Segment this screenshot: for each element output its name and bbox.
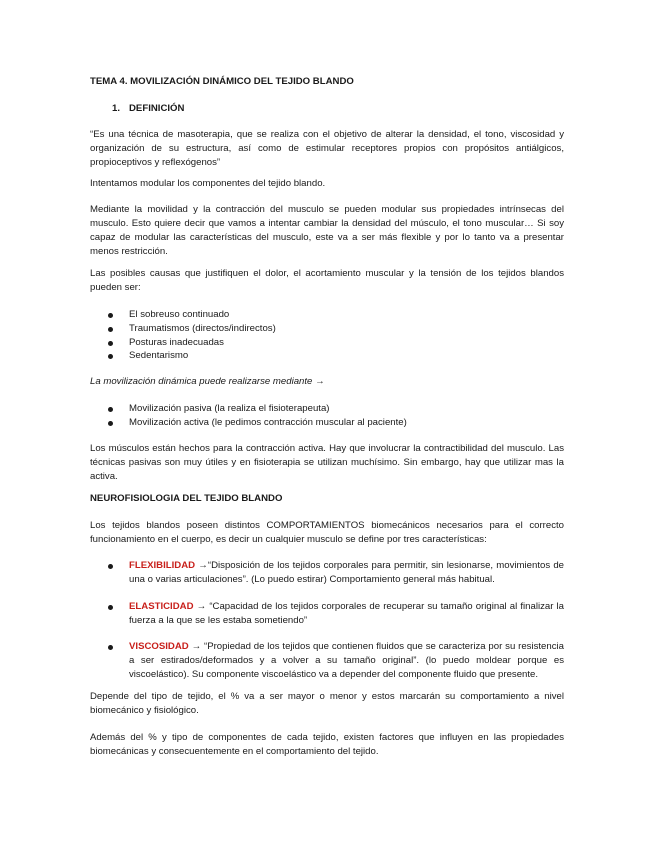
document-title: TEMA 4. MOVILIZACIÓN DINÁMICO DEL TEJIDO BLANDO <box>90 76 354 87</box>
arrow-right-icon: → <box>191 641 202 652</box>
bullet-icon <box>108 564 113 569</box>
term-elasticidad: ELASTICIDAD <box>129 601 194 612</box>
list-item: Posturas inadecuadas <box>129 336 564 350</box>
movilizacion-intro: La movilización dinámica puede realizarse mediante → <box>90 376 325 387</box>
bullet-icon <box>108 605 113 610</box>
paragraph-tissues: Los tejidos blandos poseen distintos COMPORTAMIENTOS biomecánicos necesarios para el correcto funcionamiento en el cuerpo, es decir un cualquier musculo se define por tres características: <box>90 520 564 545</box>
list-item: Sedentarismo <box>129 349 564 363</box>
paragraph-causes: Las posibles causas que justifiquen el dolor, el acortamiento muscular y la tensión de los tejidos blandos pueden ser: <box>90 268 564 293</box>
list-item-viscosidad: VISCOSIDAD → “Propiedad de los tejidos que contienen fluidos que se caracteriza por su resistencia a ser estirados/deformados y a volver a su tamaño original”. (lo puedo moldear porque es viscoelástico). Su componente viscoelástico va a depender del componente fluido que presente. <box>129 640 564 682</box>
section-label: DEFINICIÓN <box>129 103 185 114</box>
term-flexibilidad: FLEXIBILIDAD <box>129 560 196 571</box>
definition-quote: “Es una técnica de masoterapia, que se realiza con el objetivo de alterar la densidad, el tono, viscosidad y organización de su estructura, así como de estimular receptores propios con propósitos antiálgicos, propioceptivos y reflexógenos” <box>90 129 564 168</box>
section-heading-neurofisiologia: NEUROFISIOLOGIA DEL TEJIDO BLANDO <box>90 493 283 504</box>
list-item-flexibilidad: FLEXIBILIDAD →“Disposición de los tejidos corporales para permitir, sin lesionarse, movimientos de una o varias articulaciones”. (Lo puedo estirar) Comportamiento general más habitual. <box>129 559 564 587</box>
list-item-elasticidad: ELASTICIDAD → “Capacidad de los tejidos corporales de recuperar su tamaño original al finalizar la fuerza a la que se les estaba sometiendo” <box>129 600 564 628</box>
section-number: 1. <box>112 103 121 114</box>
paragraph-factors: Además del % y tipo de componentes de cada tejido, existen factores que influyen en las propiedades biomecánicas y consecuentemente en el comportamiento del tejido. <box>90 732 564 757</box>
arrow-right-icon: → <box>315 376 325 387</box>
list-item: Movilización pasiva (la realiza el fisioterapeuta) <box>129 402 564 416</box>
bullet-icon <box>108 421 113 426</box>
bullet-icon <box>108 341 113 346</box>
bullet-icon <box>108 327 113 332</box>
arrow-right-icon: → <box>196 601 207 612</box>
bullet-icon <box>108 354 113 359</box>
list-item: Movilización activa (le pedimos contracción muscular al paciente) <box>129 416 564 430</box>
term-viscosidad: VISCOSIDAD <box>129 641 189 652</box>
paragraph-intent: Intentamos modular los componentes del tejido blando. <box>90 178 326 189</box>
arrow-right-icon: → <box>198 560 208 571</box>
paragraph-depends: Depende del tipo de tejido, el % va a ser mayor o menor y estos marcarán su comportamiento a nivel biomecánico y fisiológico. <box>90 691 564 716</box>
bullet-icon <box>108 645 113 650</box>
list-item: Traumatismos (directos/indirectos) <box>129 322 564 336</box>
bullet-icon <box>108 407 113 412</box>
list-item: El sobreuso continuado <box>129 308 564 322</box>
paragraph-muscles: Los músculos están hechos para la contracción activa. Hay que involucrar la contractibilidad del musculo. Las técnicas pasivas son muy útiles y en fisioterapia se utilizan muchísimo. Sin embargo, hay que utilizar mas la activa. <box>90 443 564 482</box>
bullet-icon <box>108 313 113 318</box>
paragraph-mobility: Mediante la movilidad y la contracción del musculo se pueden modular sus propiedades intrínsecas del musculo. Esto quiere decir que vamos a intentar cambiar la densidad del músculo, el tono muscular… Si soy capaz de modular las características del musculo, este va a ser más flexible y por lo tanto va a presentar menos restricción. <box>90 204 564 257</box>
